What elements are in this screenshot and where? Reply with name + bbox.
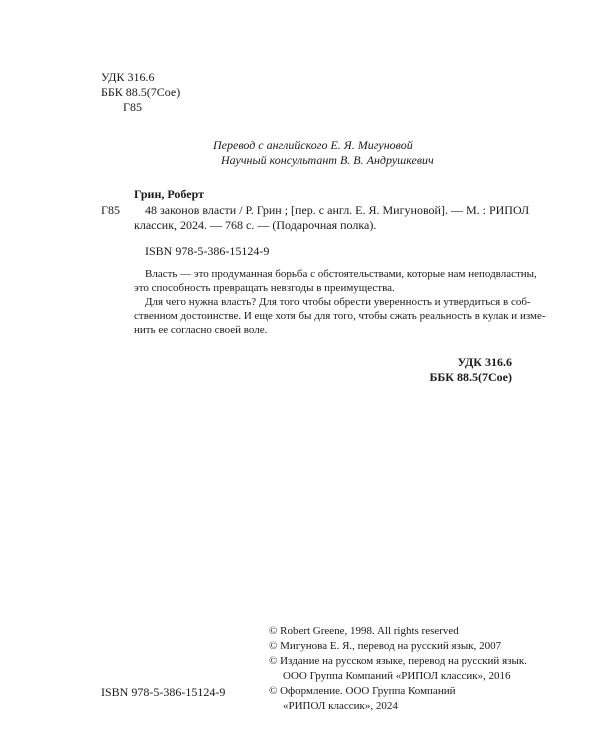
bbk-code-right: ББК 88.5(7Сое): [429, 370, 512, 384]
udk-code-right: УДК 316.6: [457, 355, 512, 369]
annotation-line: Власть — это продуманная борьба с обстоятельствами, которые нам неподвластны,: [145, 268, 537, 280]
annotation-line: нить ее согласно своей воле.: [134, 324, 268, 336]
record-author: Грин, Роберт: [134, 187, 204, 201]
copyright-line: «РИПОЛ классик», 2024: [283, 700, 398, 712]
record-line-2: классик, 2024. — 768 с. — (Подарочная полка).: [134, 218, 377, 232]
annotation-line: это способность превращать невзгоды в преимущества.: [134, 282, 395, 294]
copyright-line: © Издание на русском языке, перевод на русский язык.: [269, 655, 527, 667]
copyright-line: © Мигунова Е. Я., перевод на русский язык, 2007: [269, 640, 502, 652]
record-line-1: 48 законов власти / Р. Грин ; [пер. с англ. Е. Я. Мигуновой]. — М. : РИПОЛ: [145, 203, 530, 217]
record-mark: Г85: [101, 203, 120, 217]
copyright-line: © Robert Greene, 1998. All rights reserved: [269, 625, 459, 637]
footer-isbn: ISBN 978-5-386-15124-9: [101, 685, 226, 699]
copyright-line: ООО Группа Компаний «РИПОЛ классик», 2016: [283, 670, 511, 682]
copyright-line: © Оформление. ООО Группа Компаний: [269, 685, 456, 697]
udk-code: УДК 316.6: [101, 70, 155, 84]
record-isbn: ISBN 978-5-386-15124-9: [145, 244, 270, 258]
consultant-credit: Научный консультант В. В. Андрушкевич: [221, 153, 434, 167]
annotation-line: ственном достоинстве. И еще хотя бы для того, чтобы сжать реальность в кулак и изме-: [134, 310, 546, 322]
annotation-line: Для чего нужна власть? Для того чтобы обрести уверенность и утвердиться в соб-: [145, 296, 531, 308]
translator-credit: Перевод с английского Е. Я. Мигуновой: [213, 138, 413, 152]
author-mark: Г85: [123, 100, 142, 114]
bbk-code: ББК 88.5(7Сое): [101, 85, 181, 99]
